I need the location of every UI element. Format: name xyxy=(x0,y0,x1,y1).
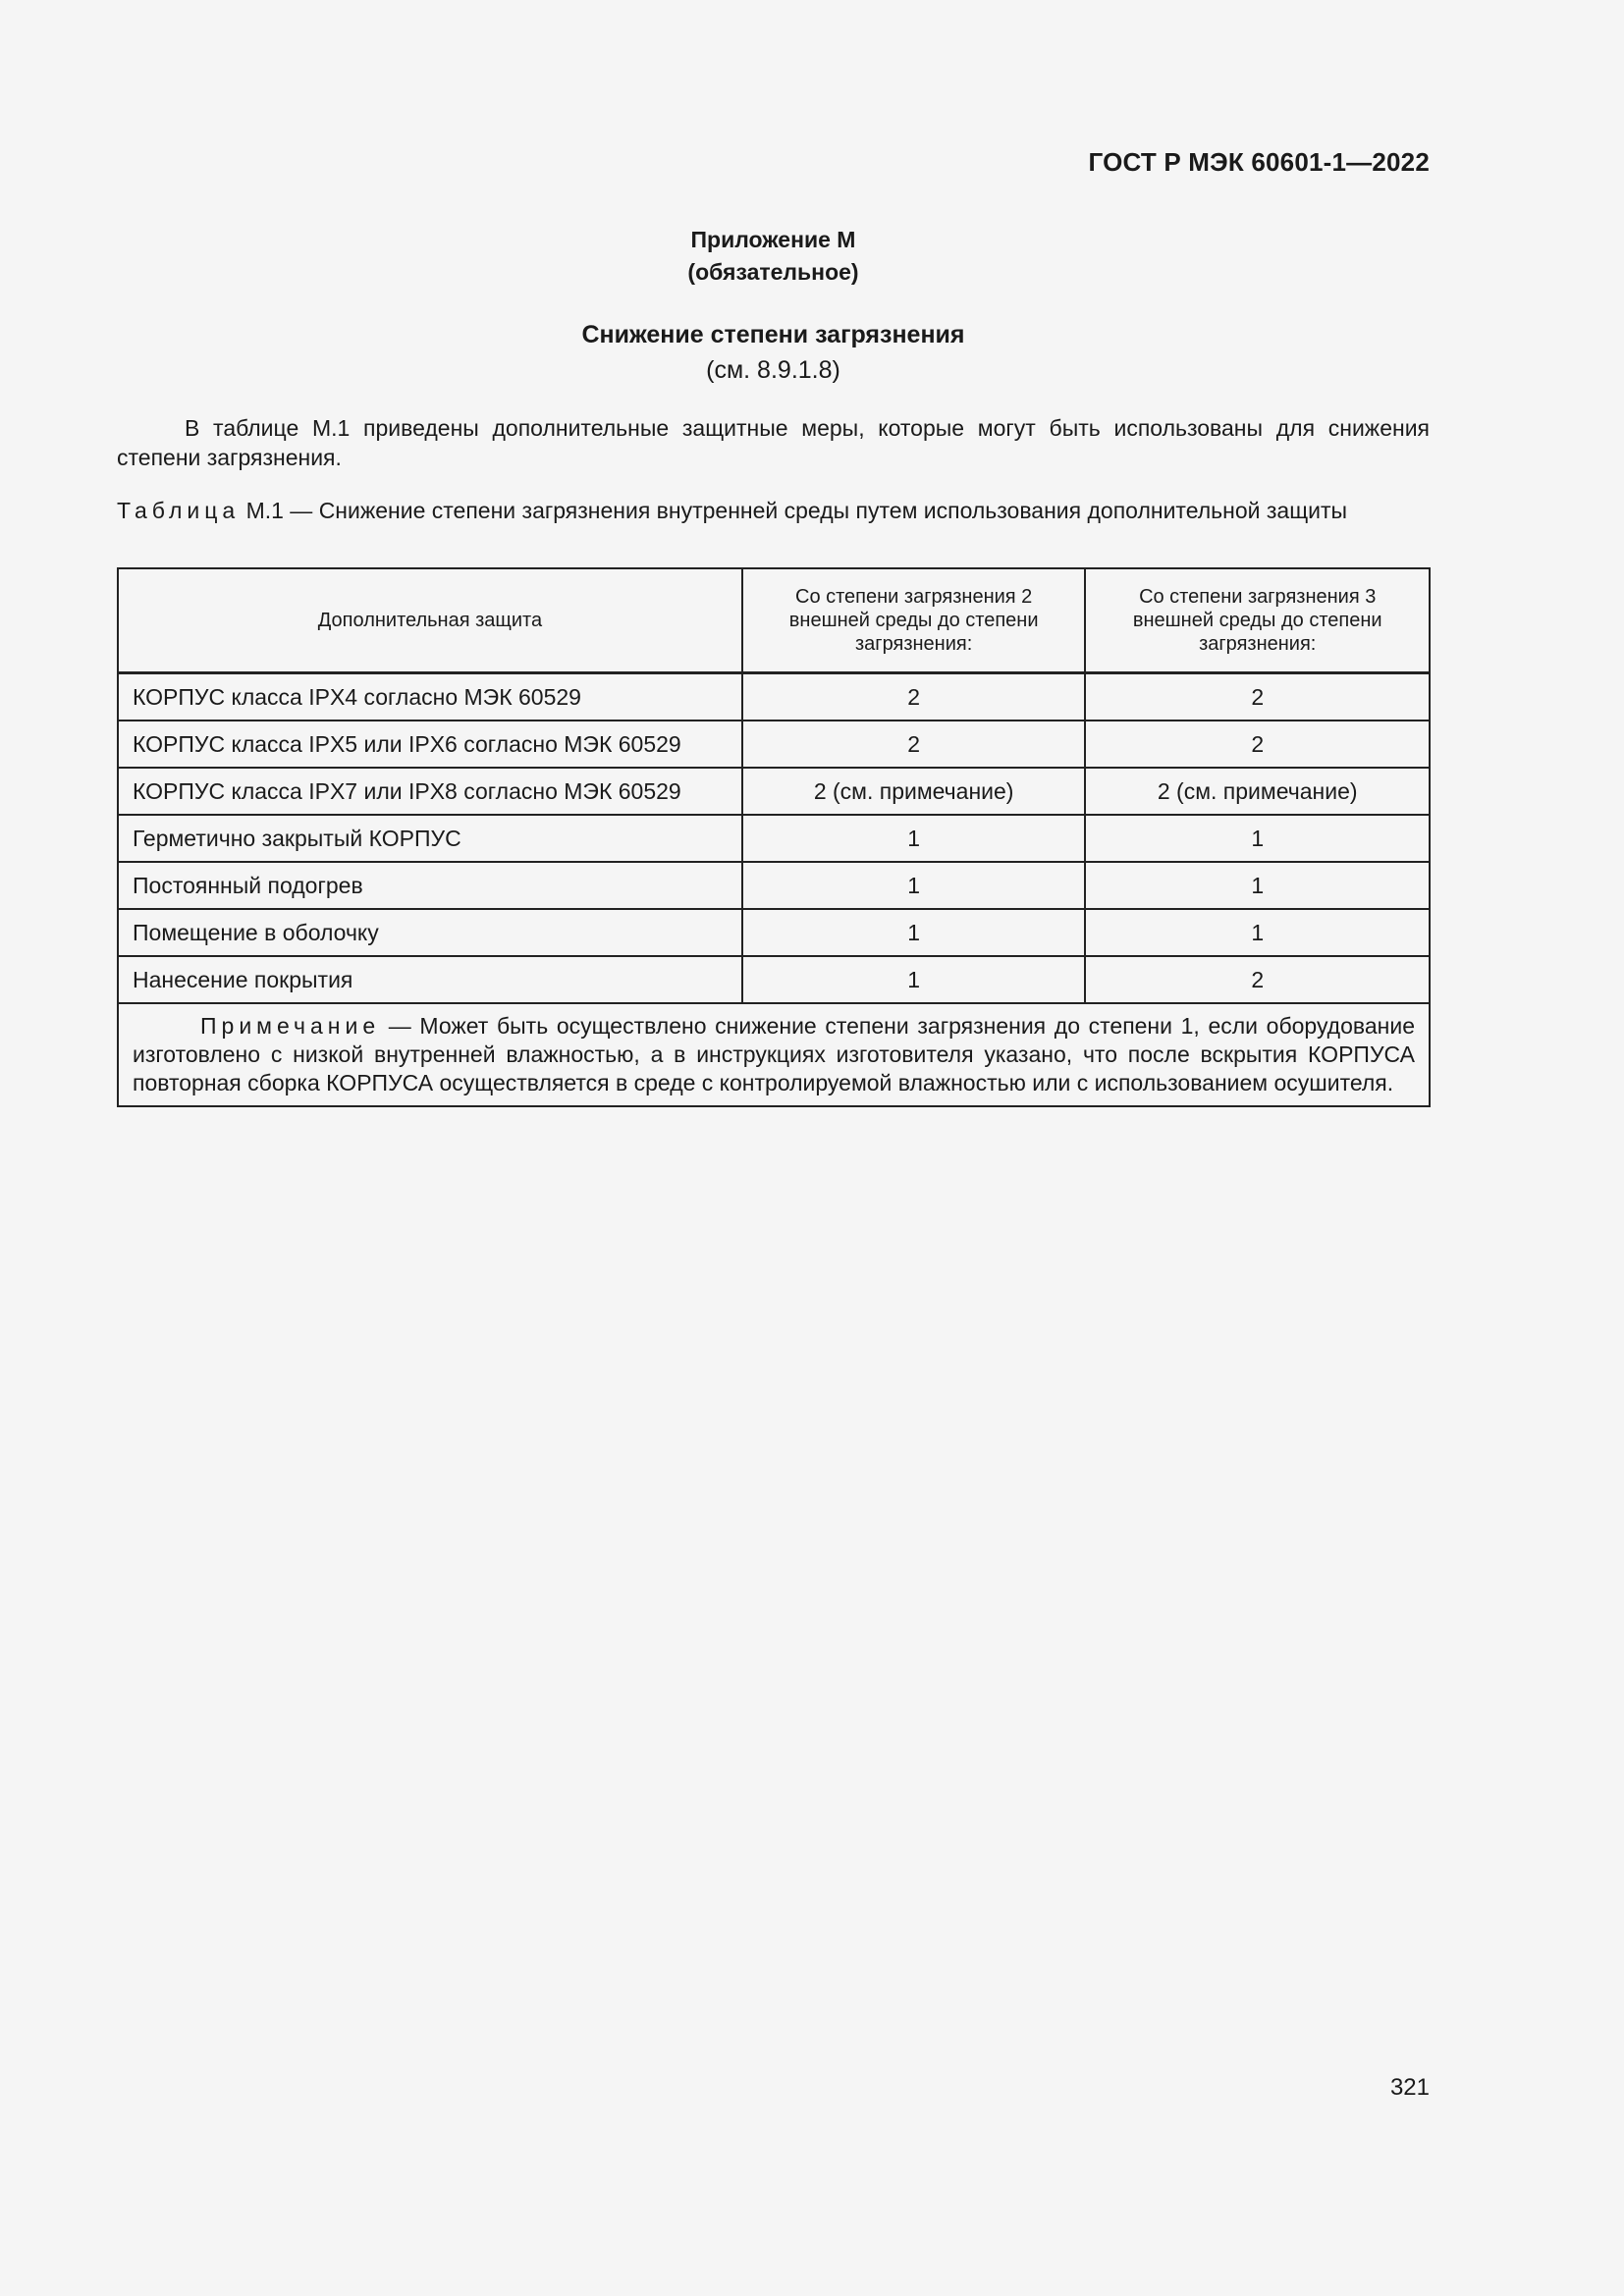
table-caption xyxy=(117,496,1430,525)
table-row xyxy=(118,815,1430,862)
document-code: ГОСТ Р МЭК 60601-1—2022 xyxy=(1088,147,1430,177)
appendix-title: Приложение М xyxy=(690,227,856,252)
page-number: 321 xyxy=(1389,2074,1430,2101)
section-title: Снижение степени загрязнения xyxy=(581,321,965,348)
section-heading xyxy=(0,317,1546,388)
degree-3-cell: 1 xyxy=(1085,815,1430,862)
table-row xyxy=(118,768,1430,815)
appendix-status: (обязательное) xyxy=(687,259,859,285)
appendix-heading xyxy=(0,224,1546,289)
protection-cell: Нанесение покрытия xyxy=(118,956,742,1003)
table-row xyxy=(118,673,1430,721)
table-note xyxy=(118,1003,1430,1106)
degree-3-cell: 1 xyxy=(1085,909,1430,956)
pollution-reduction-table xyxy=(117,567,1431,1107)
degree-2-cell: 1 xyxy=(742,862,1086,909)
degree-2-cell: 2 (см. примечание) xyxy=(742,768,1086,815)
degree-3-cell: 2 xyxy=(1085,721,1430,768)
table-header-row xyxy=(118,568,1430,673)
degree-3-cell: 1 xyxy=(1085,862,1430,909)
protection-cell: КОРПУС класса IPX7 или IPX8 согласно МЭК 60529 xyxy=(118,768,742,815)
degree-2-cell: 2 xyxy=(742,673,1086,721)
table-row xyxy=(118,862,1430,909)
table-row xyxy=(118,956,1430,1003)
header-from-degree-2: Со степени загрязнения 2 внешней среды до степени загрязнения: xyxy=(742,568,1086,673)
degree-2-cell: 2 xyxy=(742,721,1086,768)
intro-paragraph: В таблице М.1 приведены дополнительные защитные меры, которые могут быть использованы для снижения степени загрязнения. xyxy=(117,415,1430,470)
note-text: — Может быть осуществлено снижение степени загрязнения до степени 1, если оборудование изготовлено с низкой внутренней влажностью, а в инструкциях изготовителя указано, что после вскрытия КОРПУСА повторная сборка КОРПУСА осуществляется в среде с контролируемой влажностью или с использованием осушителя. xyxy=(133,1013,1415,1095)
degree-2-cell: 1 xyxy=(742,815,1086,862)
protection-cell: Постоянный подогрев xyxy=(118,862,742,909)
degree-2-cell: 1 xyxy=(742,909,1086,956)
note-label: Примечание xyxy=(200,1013,381,1039)
degree-2-cell: 1 xyxy=(742,956,1086,1003)
protection-cell: Помещение в оболочку xyxy=(118,909,742,956)
protection-cell: КОРПУС класса IPX5 или IPX6 согласно МЭК 60529 xyxy=(118,721,742,768)
protection-cell: Герметично закрытый КОРПУС xyxy=(118,815,742,862)
protection-cell: КОРПУС класса IPX4 согласно МЭК 60529 xyxy=(118,673,742,721)
table-caption-text: М.1 — Снижение степени загрязнения внутренней среды путем использования дополнительной защиты xyxy=(240,498,1348,523)
section-reference: (см. 8.9.1.8) xyxy=(706,356,840,384)
table-row xyxy=(118,909,1430,956)
degree-3-cell: 2 (см. примечание) xyxy=(1085,768,1430,815)
table-row xyxy=(118,721,1430,768)
table-note-row xyxy=(118,1003,1430,1106)
header-from-degree-3: Со степени загрязнения 3 внешней среды до степени загрязнения: xyxy=(1085,568,1430,673)
header-additional-protection: Дополнительная защита xyxy=(118,568,742,673)
degree-3-cell: 2 xyxy=(1085,673,1430,721)
table-caption-label: Таблица xyxy=(117,498,241,523)
degree-3-cell: 2 xyxy=(1085,956,1430,1003)
